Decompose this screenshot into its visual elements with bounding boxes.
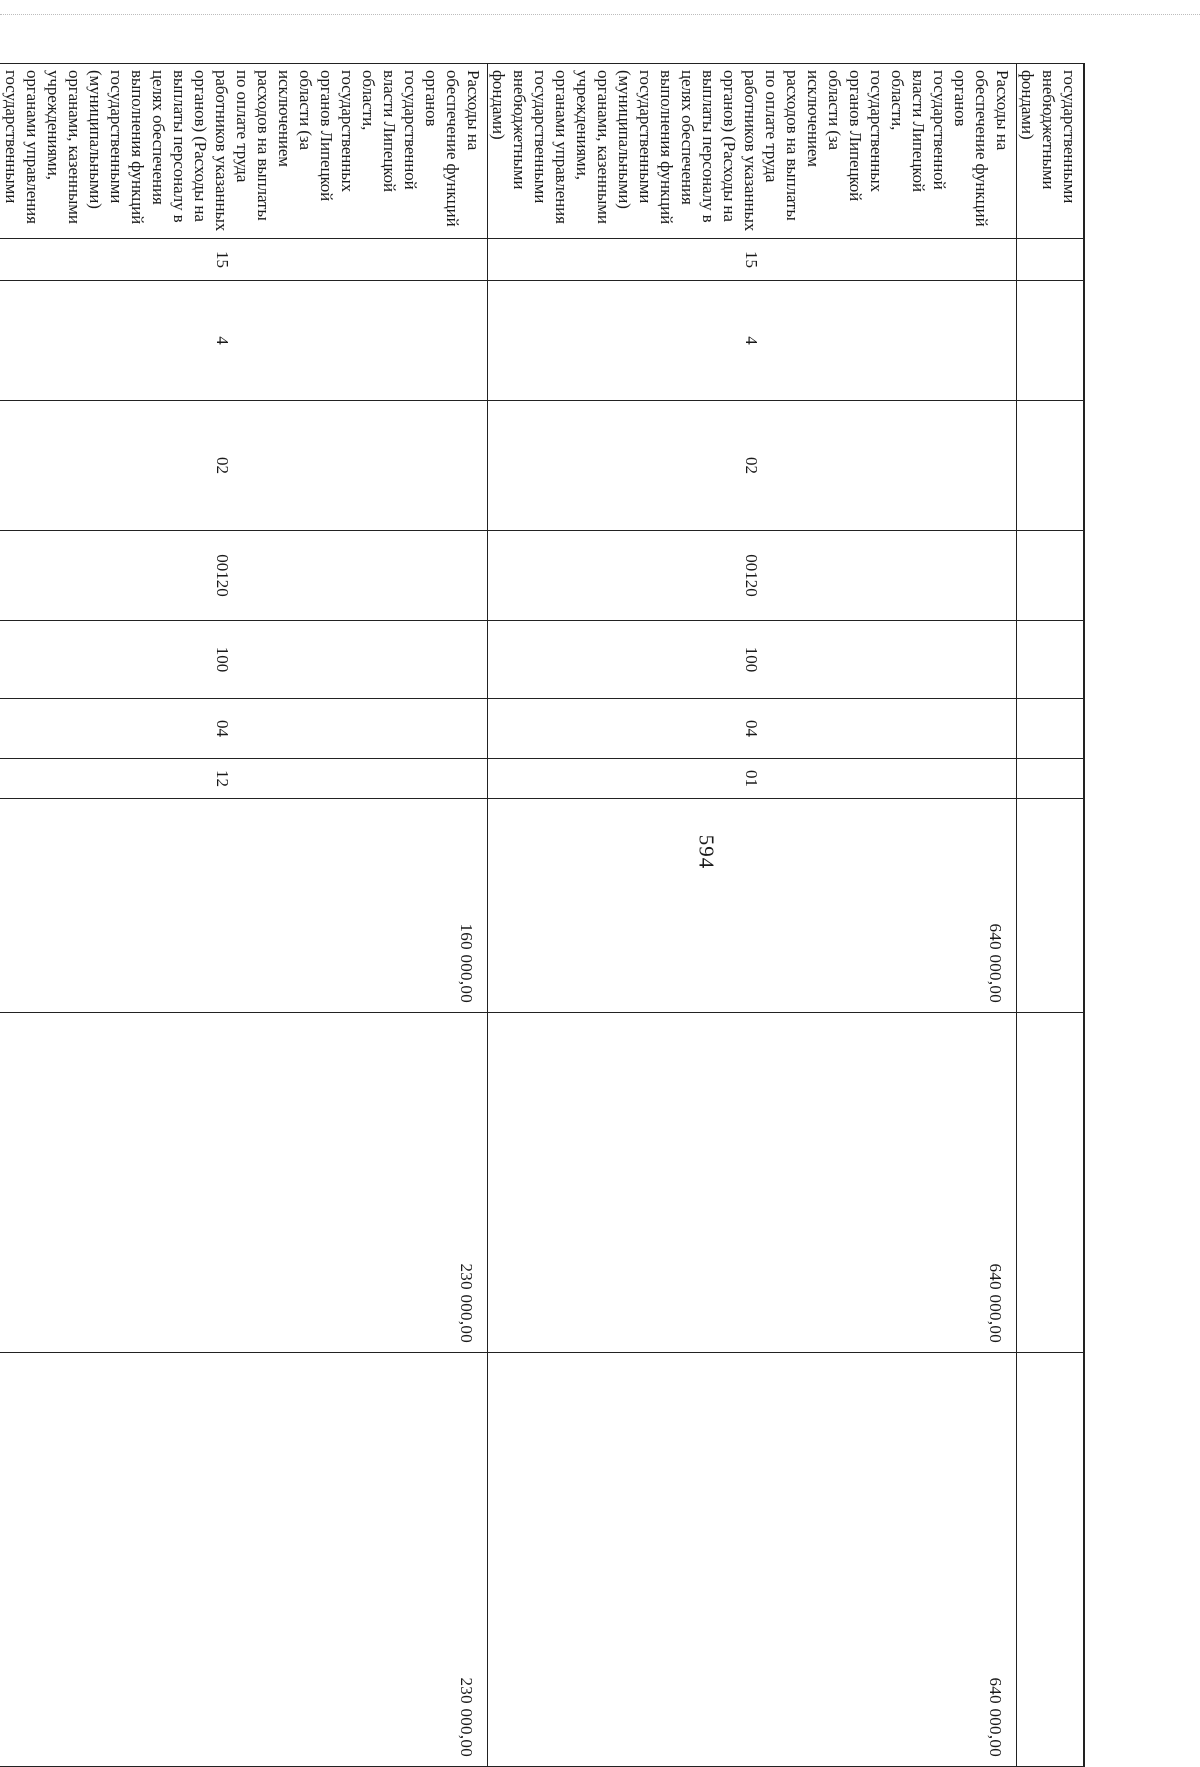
code-cell: 02 <box>488 401 1017 531</box>
amount-cell <box>1017 1353 1085 1767</box>
amount-cell: 640 000,00 <box>488 1013 1017 1353</box>
amount-cell: 160 000,00 <box>0 799 488 1013</box>
code-cell: 01 <box>488 759 1017 799</box>
code-cell <box>1017 401 1085 531</box>
code-cell: 15 <box>488 239 1017 281</box>
table-row <box>1017 64 1085 1767</box>
code-cell: 02 <box>0 401 488 531</box>
code-cell <box>1017 239 1085 281</box>
amount-cell: 230 000,00 <box>0 1353 488 1767</box>
page-number: 594 <box>694 834 719 870</box>
code-cell <box>1017 531 1085 621</box>
code-cell: 04 <box>0 699 488 759</box>
code-cell <box>1017 621 1085 699</box>
code-cell: 15 <box>0 239 488 281</box>
code-cell: 100 <box>0 621 488 699</box>
row-description: Расходы на обеспечение функций органов государственной власти Липецкой области, государственных органов Липецкой области (за исключением расходов на выплаты по оплате труда работников указанных органов) (Расходы на выплаты персоналу в целях обеспечения выполнения функций государственными (муниципальными) органами, казенными учреждениями, органами управления государственными <box>0 64 488 239</box>
code-cell <box>1017 759 1085 799</box>
budget-table <box>0 63 1085 1767</box>
budget-table-rotated <box>2 63 1085 1766</box>
amount-cell: 640 000,00 <box>488 1353 1017 1767</box>
code-cell: 12 <box>0 759 488 799</box>
code-cell: 100 <box>488 621 1017 699</box>
top-dotted-rule <box>0 14 1200 15</box>
code-cell: 4 <box>0 281 488 401</box>
code-cell <box>1017 699 1085 759</box>
amount-cell: 230 000,00 <box>0 1013 488 1353</box>
amount-cell <box>1017 799 1085 1013</box>
code-cell: 00120 <box>488 531 1017 621</box>
table-row <box>0 64 488 1767</box>
row-description: государственными внебюджетными фондами) <box>1017 64 1085 239</box>
table-row <box>488 64 1017 1767</box>
row-description: Расходы на обеспечение функций органов государственной власти Липецкой области, государственных органов Липецкой области (за исключением расходов на выплаты по оплате труда работников указанных органов) (Расходы на выплаты персоналу в целях обеспечения выполнения функций государственными (муниципальными) органами, казенными учреждениями, органами управления государственными внебюджетными фондами) <box>488 64 1017 239</box>
code-cell: 00120 <box>0 531 488 621</box>
code-cell <box>1017 281 1085 401</box>
amount-cell <box>1017 1013 1085 1353</box>
code-cell: 04 <box>488 699 1017 759</box>
code-cell: 4 <box>488 281 1017 401</box>
amount-cell: 640 000,00 <box>488 799 1017 1013</box>
